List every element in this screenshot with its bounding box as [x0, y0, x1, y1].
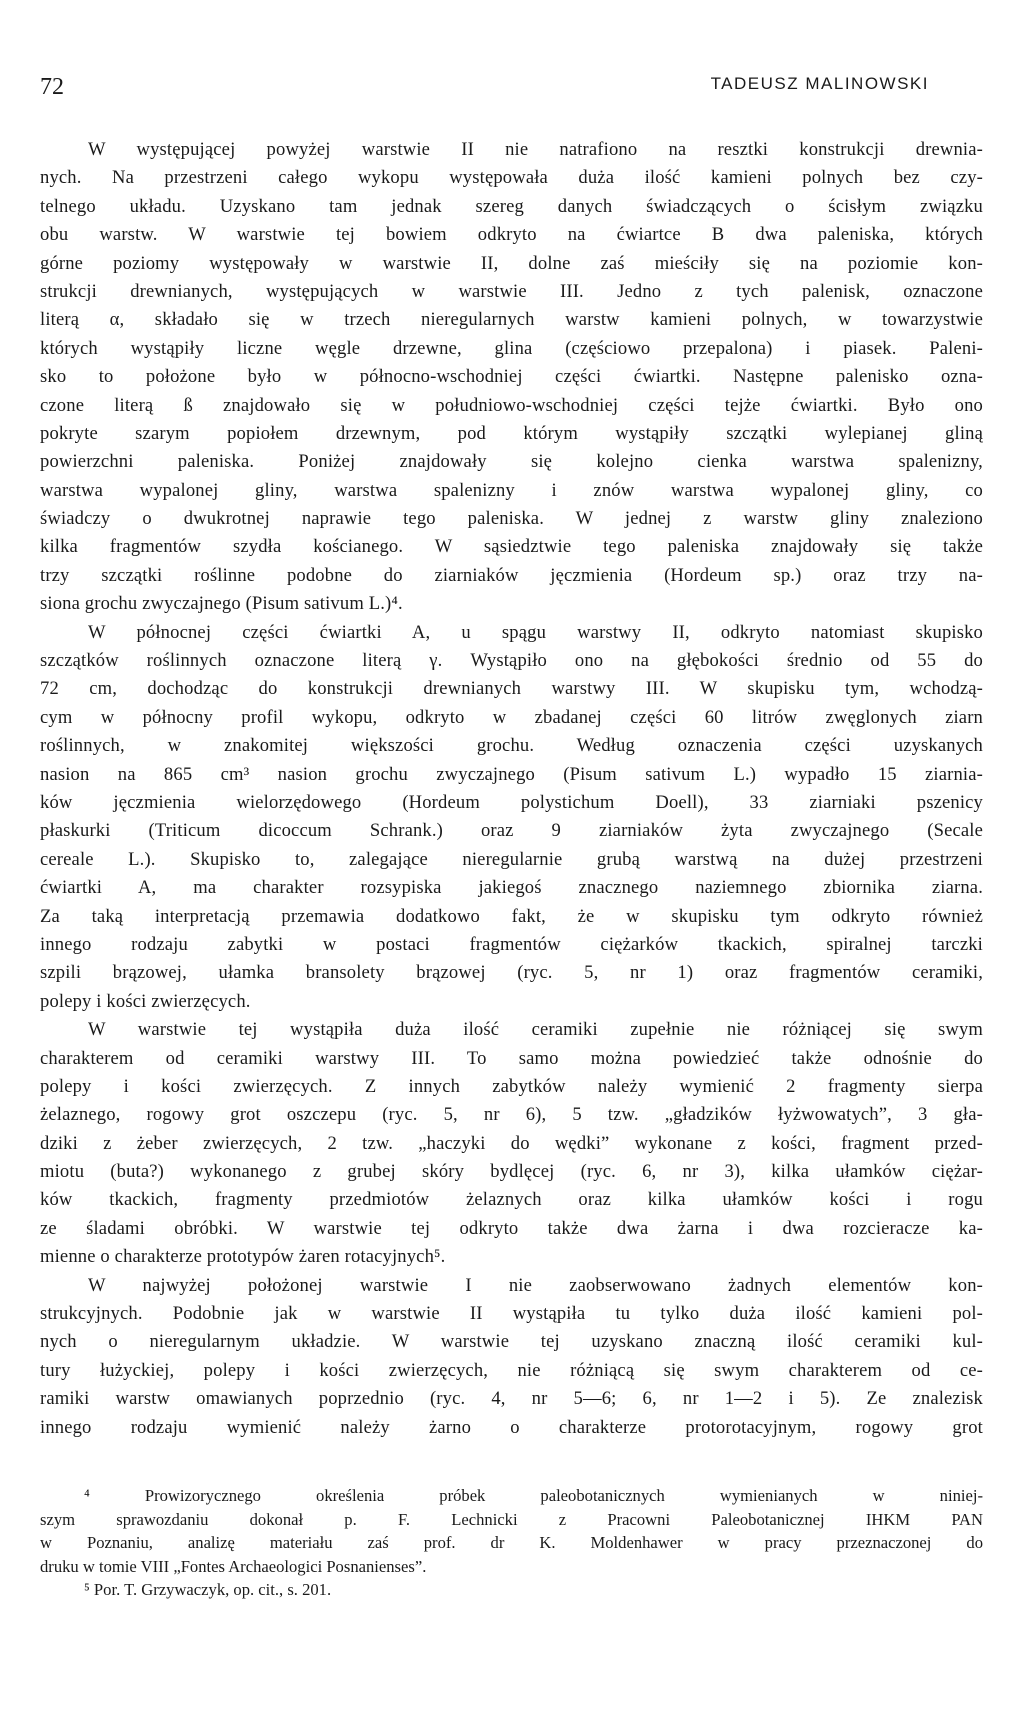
text-line: ćwiartki A, ma charakter rozsypiska jakiegoś znacznego naziemnego zbiornika ziarna.: [40, 877, 983, 899]
text-line: telnego układu. Uzyskano tam jednak szereg danych świadczących o ścisłym związku: [40, 195, 983, 217]
text-line: trzy szczątki roślinne podobne do ziarniaków jęczmienia (Hordeum sp.) oraz trzy na-: [40, 564, 983, 586]
text-line: nych o nieregularnym układzie. W warstwie tej uzyskano znaczną ilość ceramiki kul-: [40, 1331, 983, 1353]
text-line: czone literą ß znajdowało się w południowo-wschodniej części tejże ćwiartki. Było ono: [40, 394, 983, 416]
text-line: ków jęczmienia wielorzędowego (Hordeum polystichum Doell), 33 ziarniaki pszenicy: [40, 791, 983, 813]
footnote-line: ⁴ Prowizorycznego określenia próbek paleobotanicznych wymienianych w niniej-: [84, 1486, 983, 1505]
footnote-line: ⁵ Por. T. Grzywaczyk, op. cit., s. 201.: [84, 1580, 332, 1600]
text-line: nych. Na przestrzeni całego wykopu występowała duża ilość kamieni polnych bez czy-: [40, 167, 983, 189]
footnotes: [40, 1484, 983, 1602]
text-line: roślinnych, w znakomitej większości grochu. Według oznaczenia części uzyskanych: [40, 735, 983, 757]
text-line: 72 cm, dochodząc do konstrukcji drewnianych warstwy III. W skupisku tym, wchodzą-: [40, 678, 983, 700]
text-line: ków tkackich, fragmenty przedmiotów żelaznych oraz kilka ułamków kości i rogu: [40, 1189, 983, 1211]
text-line: warstwa wypalonej gliny, warstwa spalenizny i znów warstwa wypalonej gliny, co: [40, 479, 983, 501]
text-line: W północnej części ćwiartki A, u spągu warstwy II, odkryto natomiast skupisko: [88, 621, 983, 643]
text-line: świadczy o dwukrotnej naprawie tego paleniska. W jednej z warstw gliny znaleziono: [40, 508, 983, 530]
text-line: pokryte szarym popiołem drzewnym, pod którym wystąpiły szczątki wylepianej gliną: [40, 422, 983, 444]
text-line: sko to położone było w północno-wschodniej części ćwiartki. Następne palenisko ozna-: [40, 366, 983, 388]
text-line: ze śladami obróbki. W warstwie tej odkryto także dwa żarna i dwa rozcieracze ka-: [40, 1217, 983, 1239]
text-line: W warstwie tej wystąpiła duża ilość ceramiki zupełnie nie różniącej się swym: [88, 1019, 983, 1041]
text-line: tury łużyckiej, polepy i kości zwierzęcych, nie różniącą się swym charakterem od ce-: [40, 1359, 983, 1381]
footnote-line: druku w tomie VIII „Fontes Archaeologici Posnanienses”.: [40, 1556, 427, 1576]
text-line: kilka fragmentów szydła kościanego. W sąsiedztwie tego paleniska znajdowały się także: [40, 536, 983, 558]
text-line: innego rodzaju zabytki w postaci fragmentów ciężarków tkackich, spiralnej tarczki: [40, 933, 983, 955]
text-line: mienne o charakterze prototypów żaren rotacyjnych⁵.: [40, 1246, 446, 1268]
text-line: dziki z żeber zwierzęcych, 2 tzw. „haczyki do wędki” wykonane z kości, fragment przed-: [40, 1132, 983, 1154]
text-line: powierzchni paleniska. Poniżej znajdowały się kolejno cienka warstwa spalenizny,: [40, 451, 983, 473]
footnote-line: szym sprawozdaniu dokonał p. F. Lechnicki z Pracowni Paleobotanicznej IHKM PAN: [40, 1509, 983, 1529]
text-line: ramiki warstw omawianych poprzednio (ryc. 4, nr 5—6; 6, nr 1—2 i 5). Ze znalezisk: [40, 1388, 983, 1410]
text-line: miotu (buta?) wykonanego z grubej skóry bydlęcej (ryc. 6, nr 3), kilka ułamków ciężar-: [40, 1161, 983, 1183]
text-line: szczątków roślinnych oznaczone literą γ. Wystąpiło ono na głębokości średnio od 55 do: [40, 650, 983, 672]
footnote-line: w Poznaniu, analizę materiału zaś prof. dr K. Moldenhawer w pracy przeznaczonej do: [40, 1533, 983, 1553]
text-line: cereale L.). Skupisko to, zalegające nieregularnie grubą warstwą na dużej przestrzeni: [40, 848, 983, 870]
text-line: literą α, składało się w trzech nieregularnych warstw kamieni polnych, w towarzystwie: [40, 309, 983, 331]
text-line: strukcyjnych. Podobnie jak w warstwie II wystąpiła tu tylko duża ilość kamieni pol-: [40, 1303, 983, 1325]
text-line: polepy i kości zwierzęcych. Z innych zabytków należy wymienić 2 fragmenty sierpa: [40, 1075, 983, 1097]
text-line: W najwyżej położonej warstwie I nie zaobserwowano żadnych elementów kon-: [88, 1274, 983, 1296]
text-line: polepy i kości zwierzęcych.: [40, 990, 251, 1012]
text-line: Za taką interpretacją przemawia dodatkowo fakt, że w skupisku tym odkryto również: [40, 905, 983, 927]
text-line: szpili brązowej, ułamka bransolety brązowej (ryc. 5, nr 1) oraz fragmentów ceramiki,: [40, 962, 983, 984]
text-line: żelaznego, rogowy grot oszczepu (ryc. 5, nr 6), 5 tzw. „gładzików łyżwowatych”, 3 gła-: [40, 1104, 983, 1126]
text-line: których wystąpiły liczne węgle drzewne, glina (częściowo przepalona) i piasek. Paleni-: [40, 337, 983, 359]
text-line: cym w północny profil wykopu, odkryto w zbadanej części 60 litrów zwęglonych ziarn: [40, 706, 983, 728]
text-line: innego rodzaju wymienić należy żarno o charakterze protorotacyjnym, rogowy grot: [40, 1416, 983, 1438]
text-line: nasion na 865 cm³ nasion grochu zwyczajnego (Pisum sativum L.) wypadło 15 ziarnia-: [40, 763, 983, 785]
text-line: siona grochu zwyczajnego (Pisum sativum L.)⁴.: [40, 593, 403, 615]
text-line: charakterem od ceramiki warstwy III. To samo można powiedzieć także odnośnie do: [40, 1047, 983, 1069]
text-line: górne poziomy występowały w warstwie II, dolne zaś mieściły się na poziomie kon-: [40, 252, 983, 274]
page-number: 72: [40, 74, 64, 100]
text-line: W występującej powyżej warstwie II nie natrafiono na resztki konstrukcji drewnia-: [88, 139, 983, 160]
text-line: obu warstw. W warstwie tej bowiem odkryto na ćwiartce B dwa paleniska, których: [40, 224, 983, 246]
page-header: [40, 70, 984, 104]
running-head: TADEUSZ MALINOWSKI: [710, 74, 929, 93]
text-line: płaskurki (Triticum dicoccum Schrank.) oraz 9 ziarniaków żyta zwyczajnego (Secale: [40, 820, 983, 842]
text-line: strukcji drewnianych, występujących w warstwie III. Jedno z tych palenisk, oznaczone: [40, 280, 983, 302]
body-text: [40, 136, 983, 1442]
